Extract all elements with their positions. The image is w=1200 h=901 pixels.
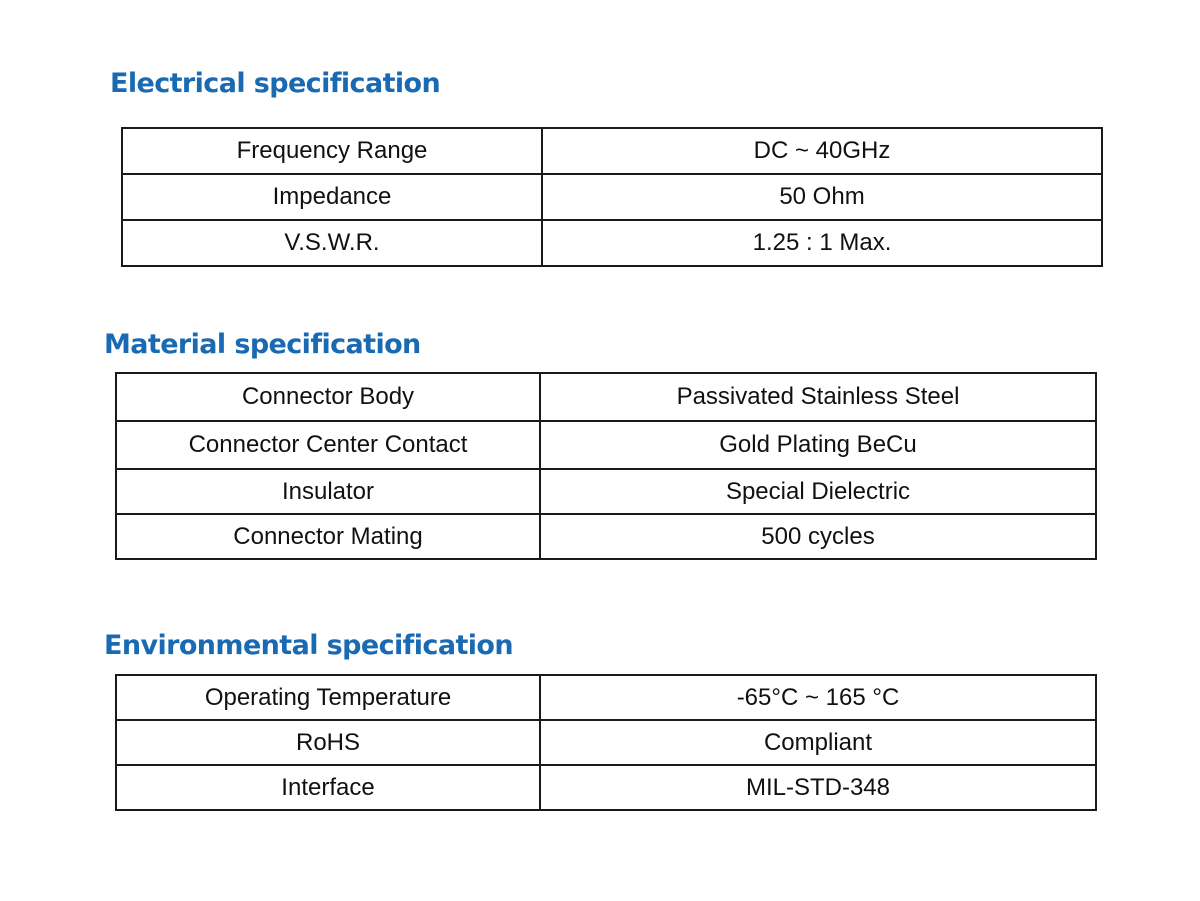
table-row xyxy=(116,765,1096,810)
environmental-spec-title: Environmental specification xyxy=(104,630,513,661)
spec-label: Connector Body xyxy=(116,373,540,421)
table-row xyxy=(116,675,1096,720)
electrical-spec-table xyxy=(121,127,1103,267)
spec-value: -65°C ~ 165 °C xyxy=(540,675,1096,720)
table-row xyxy=(116,469,1096,514)
spec-label: RoHS xyxy=(116,720,540,765)
spec-value: 500 cycles xyxy=(540,514,1096,559)
spec-label: Frequency Range xyxy=(122,128,542,174)
spec-value: 50 Ohm xyxy=(542,174,1102,220)
table-row xyxy=(116,720,1096,765)
spec-value: Passivated Stainless Steel xyxy=(540,373,1096,421)
table-row xyxy=(116,514,1096,559)
spec-label: Connector Center Contact xyxy=(116,421,540,469)
spec-value: Special Dielectric xyxy=(540,469,1096,514)
spec-label: Interface xyxy=(116,765,540,810)
table-row xyxy=(116,421,1096,469)
spec-value: DC ~ 40GHz xyxy=(542,128,1102,174)
material-spec-title: Material specification xyxy=(104,329,421,360)
spec-label: Operating Temperature xyxy=(116,675,540,720)
table-row xyxy=(122,220,1102,266)
environmental-spec-table xyxy=(115,674,1097,811)
spec-value: Compliant xyxy=(540,720,1096,765)
material-spec-table xyxy=(115,372,1097,560)
spec-label: Impedance xyxy=(122,174,542,220)
table-row xyxy=(122,174,1102,220)
spec-value: 1.25 : 1 Max. xyxy=(542,220,1102,266)
spec-label: Insulator xyxy=(116,469,540,514)
table-row xyxy=(122,128,1102,174)
spec-label: V.S.W.R. xyxy=(122,220,542,266)
spec-value: Gold Plating BeCu xyxy=(540,421,1096,469)
electrical-spec-title: Electrical specification xyxy=(110,68,441,99)
table-row xyxy=(116,373,1096,421)
spec-value: MIL-STD-348 xyxy=(540,765,1096,810)
spec-label: Connector Mating xyxy=(116,514,540,559)
